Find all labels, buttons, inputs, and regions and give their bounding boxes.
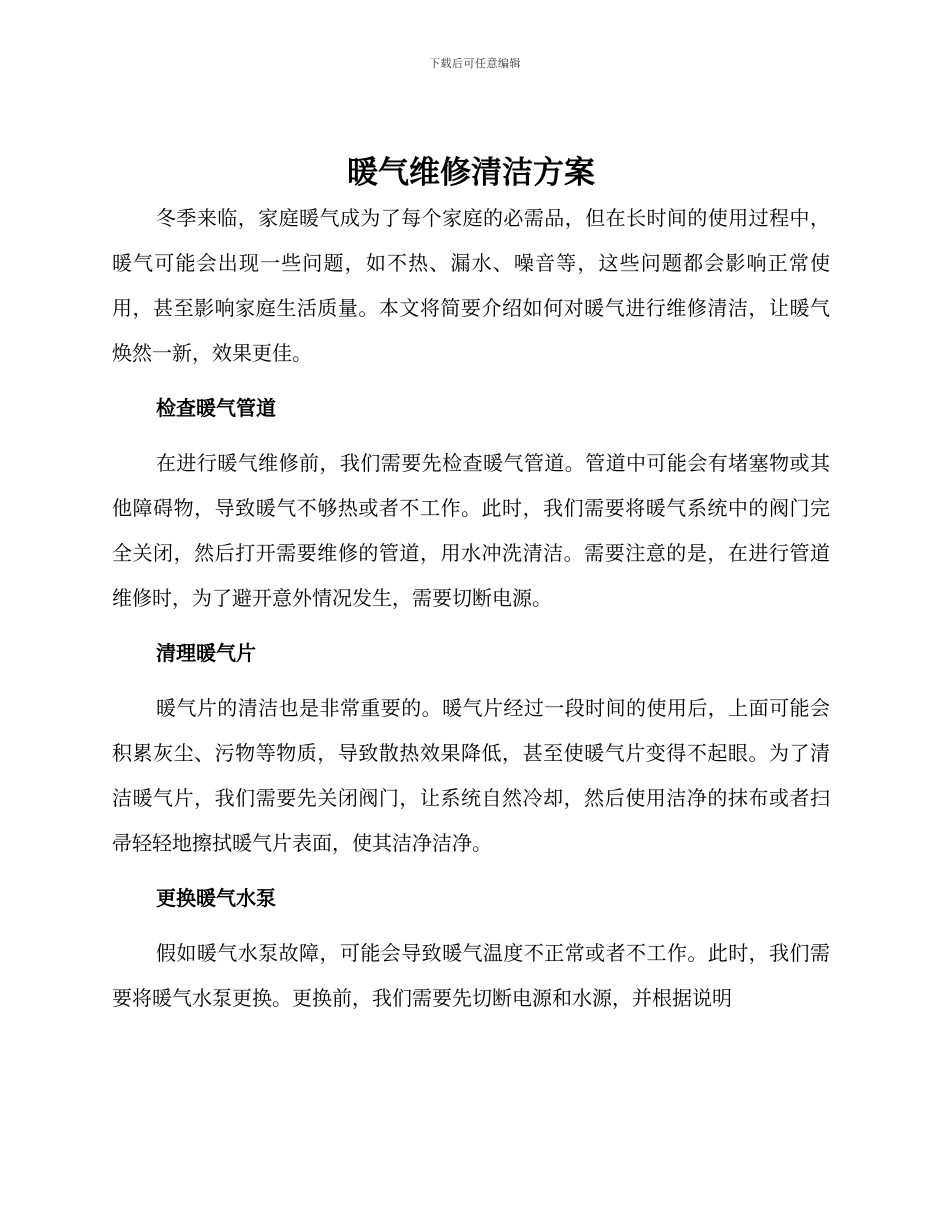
section-heading-replace-pump: 更换暖气水泵 — [156, 886, 276, 910]
document-content — [112, 150, 830, 1021]
section-body-clean-radiator: 暖气片的清洁也是非常重要的。暖气片经过一段时间的使用后，上面可能会积累灰尘、污物等物质，导致散热效果降低，甚至使暖气片变得不起眼。为了清洁暖气片，我们需要先关闭阀门，让系统自然冷却，然后使用洁净的抹布或者扫帚轻轻地擦拭暖气片表面，使其洁净洁净。 — [112, 696, 830, 855]
section-body-check-pipes: 在进行暖气维修前，我们需要先检查暖气管道。管道中可能会有堵塞物或其他障碍物，导致暖气不够热或者不工作。此时，我们需要将暖气系统中的阀门完全关闭，然后打开需要维修的管道，用水冲洗清洁。需要注意的是，在进行管道维修时，为了避开意外情况发生，需要切断电源。 — [112, 451, 830, 610]
document-title: 暖气维修清洁方案 — [347, 155, 595, 191]
header-note: 下载后可任意编辑 — [429, 57, 521, 70]
section-body-replace-pump: 假如暖气水泵故障，可能会导致暖气温度不正常或者不工作。此时，我们需要将暖气水泵更换。更换前，我们需要先切断电源和水源，并根据说明 — [112, 941, 830, 1010]
section-heading-clean-radiator: 清理暖气片 — [156, 641, 256, 665]
section-heading-check-pipes: 检查暖气管道 — [156, 396, 276, 420]
intro-paragraph: 冬季来临，家庭暖气成为了每个家庭的必需品，但在长时间的使用过程中，暖气可能会出现一些问题，如不热、漏水、噪音等，这些问题都会影响正常使用，甚至影响家庭生活质量。本文将简要介绍如何对暖气进行维修清洁，让暖气焕然一新，效果更佳。 — [112, 206, 830, 365]
